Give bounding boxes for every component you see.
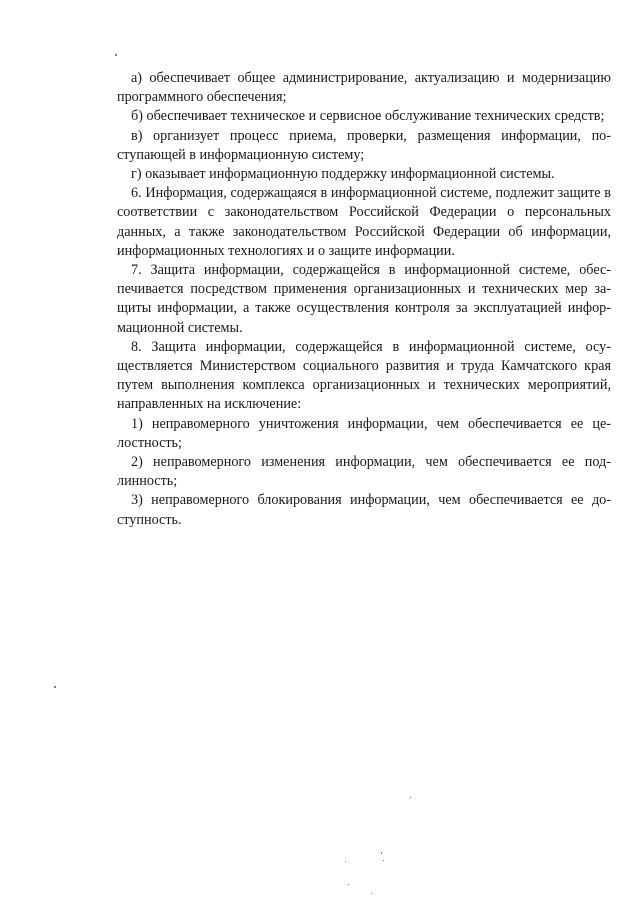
scan-speck	[371, 893, 372, 894]
scan-speck	[54, 686, 56, 688]
paragraph-item-g: г) оказывает информационную поддержку информационной системы.	[131, 166, 555, 183]
scan-speck	[381, 852, 382, 854]
scan-speck	[348, 884, 349, 885]
document-body	[117, 69, 611, 530]
scan-speck	[345, 861, 346, 862]
paragraph-item-2: 2) неправомерного изменения информации, чем обеспечивается ее подлинность;	[117, 454, 611, 490]
paragraph-7: 7. Защита информации, содержащейся в информационной системе, обеспечивается посредством применения организационных и технических мер защиты информации, а также осуществления контроля за эксплуатацией информационной системы.	[117, 262, 611, 336]
scan-speck	[410, 797, 411, 798]
scan-speck	[383, 860, 384, 861]
paragraph-item-1: 1) неправомерного уничтожения информации, чем обеспечивается ее целостность;	[117, 415, 611, 451]
paragraph-8: 8. Защита информации, содержащейся в информационной системе, осуществляется Министерством социального развития и труда Камчатского края путем выполнения комплекса организационных и технических мероприятий, направленных на исключение:	[117, 338, 611, 413]
scan-speck	[115, 54, 117, 56]
paragraph-6: 6. Информация, содержащаяся в информационной системе, подлежит защите в соответствии с законодательством Российской Федерации о персональных данных, а также законодательством Российской Федерации об информации, информационных технологиях и о защите информации.	[117, 185, 611, 259]
paragraph-item-3: 3) неправомерного блокирования информации, чем обеспечивается ее доступность.	[117, 492, 611, 528]
paragraph-item-v: в) организует процесс приема, проверки, размещения информации, поступающей в информационную систему;	[117, 127, 611, 163]
paragraph-item-a: а) обеспечивает общее администрирование, актуализацию и модернизацию программного обеспечения;	[117, 70, 611, 106]
paragraph-item-b: б) обеспечивает техническое и сервисное обслуживание технических средств;	[131, 108, 605, 125]
